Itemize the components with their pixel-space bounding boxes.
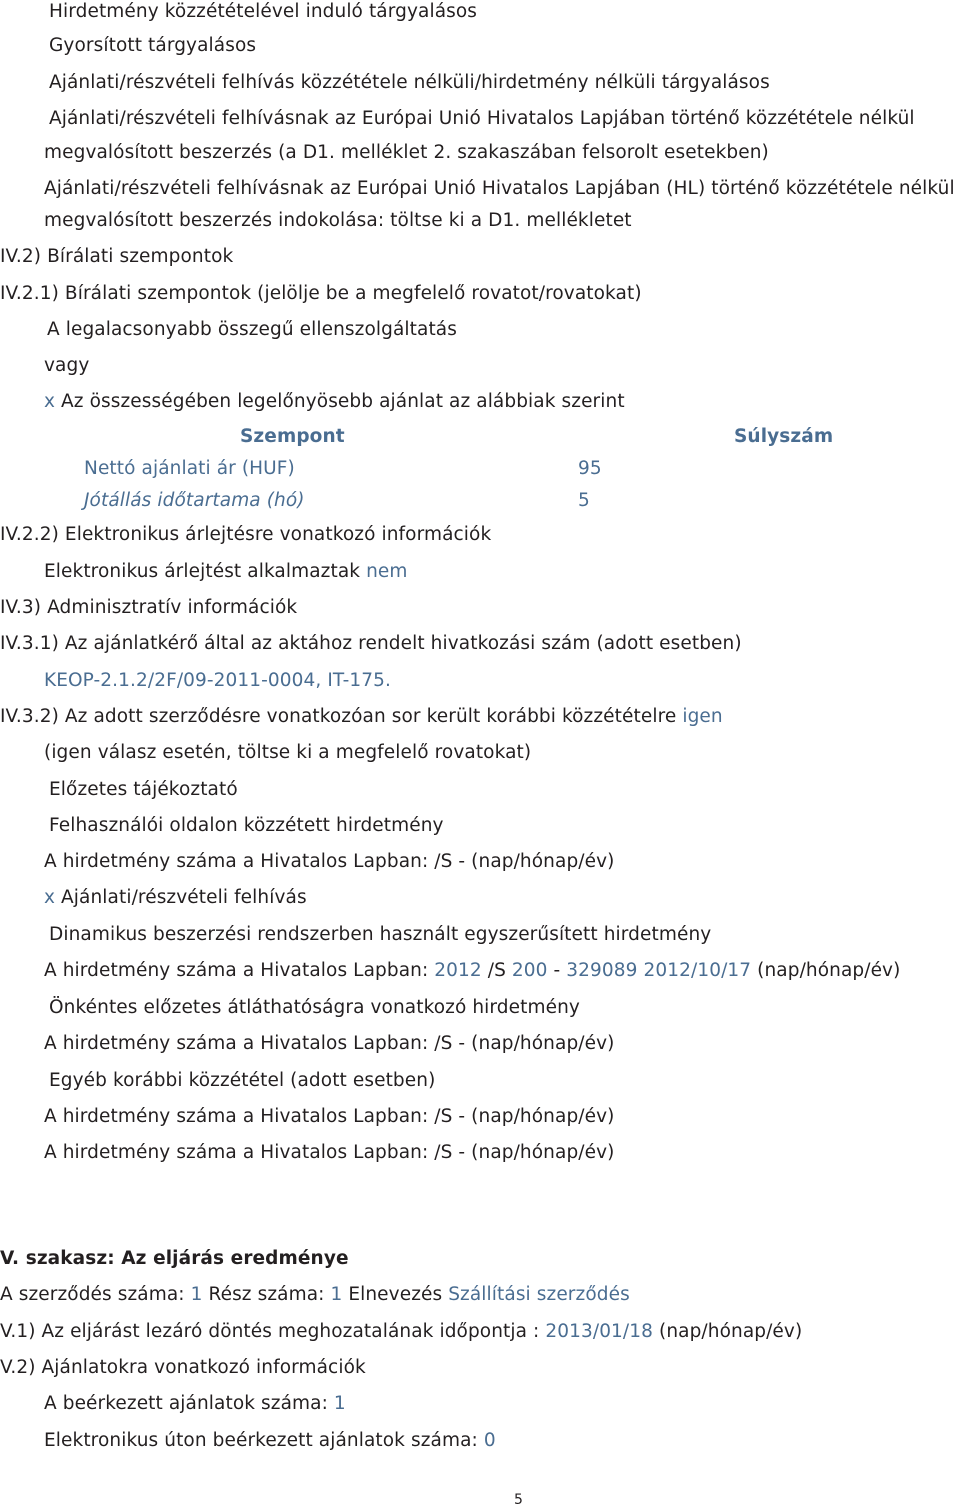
- option-onkentes: Önkéntes előzetes átláthatóságra vonatkozó hirdetmény: [49, 997, 580, 1018]
- heading-iv3: IV.3) Adminisztratív információk: [0, 597, 298, 618]
- iv32-value: igen: [682, 706, 723, 727]
- hirdetmeny-dash: -: [553, 960, 561, 981]
- text-vagy: vagy: [44, 355, 90, 376]
- criterion-osszessegeben-label: Az összességében legelőnyösebb ajánlat az alábbiak szerint: [61, 391, 625, 412]
- reference-number: KEOP-2.1.2/2F/09-2011-0004, IT-175.: [44, 670, 391, 691]
- hirdetmeny-id: 329089: [566, 960, 638, 981]
- hirdetmeny-datum: 2012/10/17: [643, 960, 752, 981]
- hirdetmeny-szam: 200: [511, 960, 548, 981]
- option-eu-indokolas-line1: Ajánlati/részvételi felhívásnak az Európai Unió Hivatalos Lapjában (HL) történő közzététele nélkül: [44, 178, 955, 199]
- elektronikus-value: 0: [483, 1430, 496, 1451]
- elnevezes-label: Elnevezés: [348, 1284, 443, 1305]
- option-eu-indokolas-line2: megvalósított beszerzés indokolása: töltse ki a D1. mellékletet: [44, 210, 632, 231]
- resz-szama: 1: [330, 1284, 343, 1305]
- heading-iv2: IV.2) Bírálati szempontok: [0, 246, 234, 267]
- option-egyeb: Egyéb korábbi közzététel (adott esetben): [49, 1070, 436, 1091]
- criteria-row-weight: 5: [578, 490, 590, 511]
- criterion-legalacsonyabb: A legalacsonyabb összegű ellenszolgáltatás: [47, 319, 457, 340]
- heading-iv21: IV.2.1) Bírálati szempontok (jelölje be a megfelelő rovatot/rovatokat): [0, 283, 642, 304]
- hirdetmeny-szama-line: A hirdetmény száma a Hivatalos Lapban: /S - (nap/hónap/év): [44, 1142, 615, 1163]
- szerzodes-szama: 1: [190, 1284, 203, 1305]
- option-hirdetmeny-nelkuli: Ajánlati/részvételi felhívás közzététele nélküli/hirdetmény nélküli tárgyalásos: [49, 72, 770, 93]
- hirdetmeny-suffix: (nap/hónap/év): [757, 960, 901, 981]
- option-hirdetmeny-targyalasos: Hirdetmény közzétételével induló tárgyalásos: [49, 1, 478, 22]
- text-igen-valasz: (igen válasz esetén, töltse ki a megfelelő rovatokat): [44, 742, 532, 763]
- heading-v2: V.2) Ajánlatokra vonatkozó információk: [0, 1357, 366, 1378]
- beerkezett-label: A beérkezett ajánlatok száma:: [44, 1393, 328, 1414]
- arlejtes-value: nem: [366, 561, 408, 582]
- heading-iv22: IV.2.2) Elektronikus árlejtésre vonatkozó információk: [0, 524, 492, 545]
- hirdetmeny-szama-line: A hirdetmény száma a Hivatalos Lapban: /S - (nap/hónap/év): [44, 1106, 615, 1127]
- beerkezett-value: 1: [333, 1393, 346, 1414]
- hirdetmeny-s: /S: [487, 960, 506, 981]
- v1-date: 2013/01/18: [545, 1321, 654, 1342]
- checkbox-mark: x: [44, 391, 56, 412]
- hirdetmeny-szama-filled: [44, 959, 900, 983]
- heading-iv31: IV.3.1) Az ajánlatkérő által az aktához rendelt hivatkozási szám (adott esetben): [0, 633, 742, 654]
- resz-szama-label: Rész száma:: [208, 1284, 325, 1305]
- heading-iv32: [0, 705, 723, 729]
- section-v-title: V. szakasz: Az eljárás eredménye: [0, 1248, 349, 1269]
- elektronikus-line: [44, 1429, 496, 1453]
- criteria-row-name: Nettó ajánlati ár (HUF): [84, 458, 295, 479]
- szerzodes-szama-label: A szerződés száma:: [0, 1284, 185, 1305]
- option-eu-kozzetetel-nelkul-line2: megvalósított beszerzés (a D1. melléklet 2. szakaszában felsorolt esetekben): [44, 142, 769, 163]
- arlejtes-label: Elektronikus árlejtést alkalmaztak: [44, 561, 361, 582]
- hirdetmeny-szama-line: A hirdetmény száma a Hivatalos Lapban: /S - (nap/hónap/év): [44, 1033, 615, 1054]
- iv32-label: IV.3.2) Az adott szerződésre vonatkozóan sor került korábbi közzétételre: [0, 706, 677, 727]
- option-gyorsitott-targyalasos: Gyorsított tárgyalásos: [49, 35, 257, 56]
- criteria-header-weight: Súlyszám: [734, 426, 834, 447]
- elnevezes: Szállítási szerződés: [448, 1284, 630, 1305]
- hirdetmeny-prefix: A hirdetmény száma a Hivatalos Lapban:: [44, 960, 429, 981]
- hirdetmeny-szama-line: A hirdetmény száma a Hivatalos Lapban: /S - (nap/hónap/év): [44, 851, 615, 872]
- v1-suffix: (nap/hónap/év): [659, 1321, 803, 1342]
- szerzodes-line: [0, 1283, 630, 1307]
- arlejtes-line: [44, 560, 408, 584]
- option-ajanlati-felhivas-label: Ajánlati/részvételi felhívás: [61, 887, 307, 908]
- criteria-row-weight: 95: [578, 458, 602, 479]
- criterion-osszessegeben: [44, 390, 625, 414]
- option-eu-kozzetetel-nelkul-line1: Ajánlati/részvételi felhívásnak az Európai Unió Hivatalos Lapjában történő közzététele nélkül: [49, 108, 915, 129]
- option-ajanlati-felhivas: [44, 886, 307, 910]
- option-felhasznaloi: Felhasználói oldalon közzétett hirdetmény: [49, 815, 444, 836]
- criteria-row-name: Jótállás időtartama (hó): [84, 490, 305, 511]
- checkbox-mark: x: [44, 887, 56, 908]
- criteria-header-name: Szempont: [240, 426, 345, 447]
- beerkezett-line: [44, 1392, 346, 1416]
- option-dinamikus: Dinamikus beszerzési rendszerben használt egyszerűsített hirdetmény: [49, 924, 712, 945]
- option-elozetes: Előzetes tájékoztató: [49, 779, 238, 800]
- elektronikus-label: Elektronikus úton beérkezett ajánlatok száma:: [44, 1430, 478, 1451]
- page-number: 5: [514, 1492, 524, 1508]
- v1-label: V.1) Az eljárást lezáró döntés meghozatalának időpontja :: [0, 1321, 540, 1342]
- hirdetmeny-ev: 2012: [434, 960, 482, 981]
- v1-line: [0, 1320, 802, 1344]
